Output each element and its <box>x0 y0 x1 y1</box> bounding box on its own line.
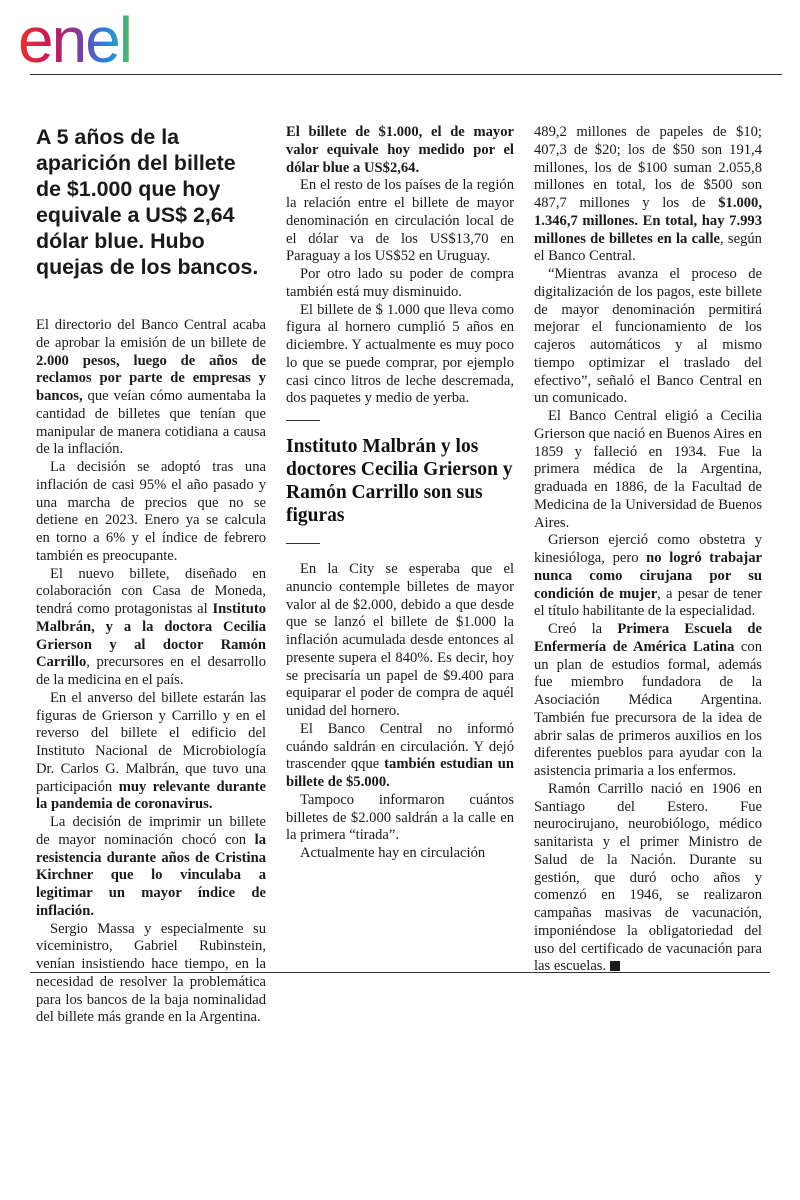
col2-paragraph-8: Actualmente hay en circulación <box>300 845 486 861</box>
col1-paragraph-3: El nuevo billete, diseñado en colaboración con Casa de Moneda, tendrá como protagonistas al Instituto Malbrán, y a la doctora Cecilia Grierson y al doctor Ramón Carrillo, precursores en el desarrollo de la medicina en el país. <box>36 565 266 688</box>
top-rule <box>30 74 782 75</box>
headline: A 5 años de la aparición del billete de $1.000 que hoy equivale a US$ 2,64 dólar blue. Hubo quejas de los bancos. <box>36 125 259 279</box>
col2-paragraph-3: Por otro lado su poder de compra también está muy disminuido. <box>286 266 514 300</box>
col1-paragraph-6: Sergio Massa y especialmente su viceministro, Gabriel Rubinstein, venían insistiendo hace tiempo, en la necesidad de resolver la problemática para los bancos de la baja nominalidad del billete más grande en la Argentina. <box>36 920 266 1026</box>
col1-paragraph-2: La decisión se adoptó tras una inflación de casi 95% el año pasado y una marcha de precios que no se detiene en 2023. Enero ya se calcula en torno a 6% y el índice de febrero también es preocupante. <box>36 459 266 564</box>
column-1 <box>36 124 266 1027</box>
col1-paragraph-4: En el anverso del billete estarán las figuras de Grierson y Carrillo y en el reverso del billete el edificio del Instituto Nacional de Microbiología Dr. Carlos G. Malbrán, que tuvo una participación muy relevante durante la pandemia de coronavirus. <box>36 689 266 813</box>
col2-paragraph-1: El billete de $1.000, el de mayor valor equivale hoy medido por el dólar blue a US$2,64. <box>286 124 514 176</box>
section-rule-bottom <box>286 543 320 544</box>
col3-paragraph-1: 489,2 millones de papeles de $10; 407,3 de $20; los de $50 son 191,4 millones, los de $100 suman 2.055,8 millones en total, los de $500 son 487,7 millones y los de $1.000, 1.346,7 millones. En total, hay 7.993 millones de billetes en la calle, según el Banco Central. <box>534 124 762 265</box>
col1-paragraph-1: El directorio del Banco Central acaba de aprobar la emisión de un billete de 2.000 pesos, luego de años de reclamos por parte de empresas y bancos, que veían cómo aumentaba la cantidad de billetes que tenían que manipular de manera cotidiana a causa de la inflación. <box>36 317 266 458</box>
end-of-article-mark <box>610 961 620 971</box>
col2-paragraph-5: En la City se esperaba que el anuncio contemple billetes de mayor valor al de $2.000, debido a que desde que se lanzó el billete de $1.000 la inflación acumulada desde entonces al presente supera el 840%. Es decir, hoy se precisaría un papel de $9.400 para equiparar el poder de compra de aquél unidad del hornero. <box>286 561 514 719</box>
col2-paragraph-2: En el resto de los países de la región la relación entre el billete de mayor denominación en circulación local de el dólar va de los US$13,70 en Paraguay a los US$52 en Uruguay. <box>286 177 514 265</box>
col3-paragraph-6: Ramón Carrillo nació en 1906 en Santiago del Estero. Fue neurocirujano, neurobiólogo, médico sanitarista y el primer Ministro de Salud de la Nación. Durante su gestión, que duró ocho años y comenzó en 1946, se realizaron campañas masivas de vacunación, imponiéndose la obligatoriedad del uso del certificado de vacunación para las escuelas. <box>534 780 762 975</box>
section-rule-top <box>286 420 320 421</box>
column-2 <box>286 124 514 863</box>
enel-logo <box>18 4 183 70</box>
col3-paragraph-2: “Mientras avanza el proceso de digitalización de los pagos, este billete de mayor denominación permitirá mejorar el funcionamiento de los cajeros automáticos y al mismo tiempo optimizar el traslado del efectivo”, señaló el Banco Central en un comunicado. <box>534 266 762 407</box>
col3-paragraph-3: El Banco Central eligió a Cecilia Grierson que nació en Buenos Aires en 1859 y falleció en 1934. Fue la primera médica de la Argentina, graduada en 1886, de la Facultad de Medicina de la Universidad de Buenos Aires. <box>534 408 762 531</box>
col2-paragraph-7: Tampoco informaron cuántos billetes de $2.000 saldrán a la calle en la primera “tirada”. <box>286 791 514 844</box>
column-3 <box>534 124 762 976</box>
bottom-rule <box>30 972 770 973</box>
col1-paragraph-5: La decisión de imprimir un billete de mayor nominación chocó con la resistencia durante años de Cristina Kirchner que lo vinculaba a legitimar un mayor índice de inflación. <box>36 814 266 919</box>
subheadline: Instituto Malbrán y los doctores Cecilia Grierson y Ramón Carrillo son sus figuras <box>286 436 513 526</box>
col3-paragraph-4: Grierson ejerció como obstetra y kinesióloga, pero no logró trabajar nunca como cirujana por su condición de mujer, a pesar de tener el título habilitante de la especialidad. <box>534 532 762 620</box>
col2-paragraph-4: El billete de $ 1.000 que lleva como figura al hornero cumplió 5 años en diciembre. Y actualmente es muy poco lo que se puede comprar, por ejemplo casi cinco litros de leche descremada, dos paquetes y medio de yerba. <box>286 301 514 407</box>
col3-paragraph-5: Creó la Primera Escuela de Enfermería de América Latina con un plan de estudios formal, además fue miembro fundadora de la Asociación Médica Argentina. También fue precursora de la idea de abrir salas de primeros auxilios en los diferentes pueblos para ayudar con la asistencia primaria a los enfermos. <box>534 621 762 779</box>
logo-text: enel <box>18 4 131 70</box>
col2-paragraph-6: El Banco Central no informó cuándo saldrán en circulación. Y dejó trascender qque también estudian un billete de $5.000. <box>286 720 515 790</box>
